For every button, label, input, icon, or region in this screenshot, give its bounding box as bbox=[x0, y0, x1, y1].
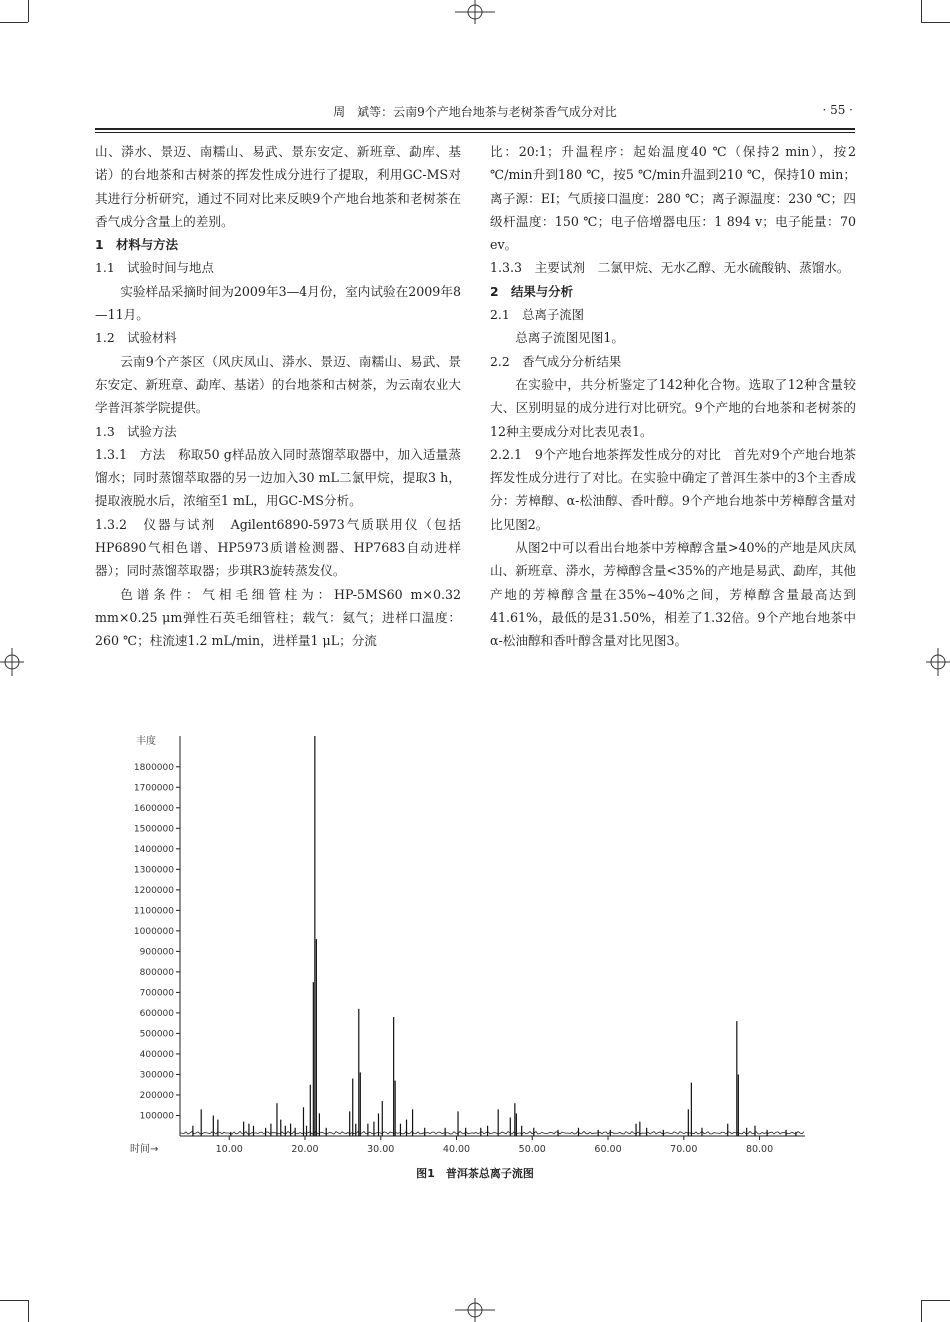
y-tick-label: 1300000 bbox=[133, 865, 174, 876]
x-tick-label: 20.00 bbox=[291, 1144, 319, 1155]
y-tick-label: 500000 bbox=[139, 1029, 174, 1040]
crop-mark-bottom-left-v bbox=[28, 1300, 29, 1322]
paragraph: 1.3.3 主要试剂 二氯甲烷、无水乙醇、无水硫酸钠、蒸馏水。 bbox=[490, 260, 850, 276]
right-text-column bbox=[490, 140, 856, 653]
figure-caption: 图1 普洱茶总离子流图 bbox=[416, 1167, 534, 1180]
paragraph: 2.2.1 9个产地台地茶挥发性成分的对比 首先对9个产地台地茶挥发性成分进行了对比。在实验中确定了普洱生茶中的3个主香成分：芳樟醇、α-松油醇、香叶醇。9个产地台地茶中芳樟醇含量对比见图2。 bbox=[490, 446, 856, 532]
paragraph: 色谱条件：气相毛细管柱为：HP-5MS60 m×0.32 mm×0.25 μm弹性石英毛细管柱；载气：氦气；进样口温度：260 ℃；柱流速1.2 mL/min，进样量1 μL；分流 bbox=[95, 586, 461, 649]
paragraph: 比：20:1；升温程序：起始温度40 ℃（保持2 min），按2 ℃/min升到180 ℃，按5 ℃/min升温到210 ℃，保持10 min；离子源：EI；气质接口温度：280 ℃；离子源温度：230 ℃；四级杆温度：150 ℃；电子倍增器电压：1 894 v；电子能量：70 ev。 bbox=[490, 144, 856, 253]
section-heading: 2.1 总离子流图 bbox=[490, 307, 585, 323]
paragraph: 云南9个产茶区（风庆凤山、漭水、景迈、南糯山、易武、景东安定、新班章、勐库、基诺）的台地茶和古树茶，为云南农业大学普洱茶学院提供。 bbox=[95, 353, 461, 416]
section-heading: 2.2 香气成分分析结果 bbox=[490, 353, 622, 369]
paragraph: 1.3.1 方法 称取50 g样品放入同时蒸馏萃取器中，加入适量蒸馏水；同时蒸馏萃取器的另一边加入30 mL二氯甲烷，提取3 h，提取液脱水后，浓缩至1 mL，用GC-MS分析。 bbox=[95, 446, 461, 509]
header-rule-thick bbox=[95, 128, 855, 130]
y-tick-label: 100000 bbox=[139, 1111, 174, 1122]
y-tick-label: 300000 bbox=[139, 1070, 174, 1081]
y-axis-label: 丰度 bbox=[136, 736, 156, 747]
y-tick-label: 600000 bbox=[139, 1008, 174, 1019]
x-tick-label: 50.00 bbox=[518, 1144, 546, 1155]
crop-mark-top-left-v bbox=[28, 0, 29, 22]
total-ion-chromatogram bbox=[95, 728, 855, 1158]
x-tick-label: 30.00 bbox=[367, 1144, 395, 1155]
figure-1 bbox=[95, 728, 855, 1198]
registration-mark-right bbox=[926, 646, 950, 678]
x-tick-label: 70.00 bbox=[670, 1144, 698, 1155]
paragraph: 1.3.2 仪器与试剂 Agilent6890-5973气质联用仪（包括HP6890气相色谱、HP5973质谱检测器、HP7683自动进样器）；同时蒸馏萃取器；步琪R3旋转蒸发仪。 bbox=[95, 516, 461, 579]
section-heading: 1.3 试验方法 bbox=[95, 423, 177, 439]
paragraph: 实验样品采摘时间为2009年3—4月份，室内试验在2009年8—11月。 bbox=[95, 283, 461, 323]
x-tick-label: 10.00 bbox=[215, 1144, 243, 1155]
crop-mark-top-left-h bbox=[0, 22, 28, 23]
paragraph: 山、漭水、景迈、南糯山、易武、景东安定、新班章、勐库、基诺）的台地茶和古树茶的挥发性成分进行了提取，利用GC-MS对其进行分析研究，通过不同对比来反映9个产地台地茶和老树茶在香气成分含量上的差别。 bbox=[95, 144, 461, 229]
baseline-trace bbox=[180, 1131, 804, 1136]
y-tick-label: 1600000 bbox=[133, 803, 174, 814]
section-heading: 1.1 试验时间与地点 bbox=[95, 260, 214, 276]
paragraph: 总离子流图见图1。 bbox=[515, 330, 624, 346]
registration-mark-bottom bbox=[455, 1298, 495, 1322]
y-tick-label: 1000000 bbox=[133, 926, 174, 937]
y-tick-label: 1400000 bbox=[133, 844, 174, 855]
registration-mark-top bbox=[455, 0, 495, 24]
x-tick-label: 40.00 bbox=[442, 1144, 471, 1155]
y-tick-label: 400000 bbox=[139, 1049, 174, 1060]
crop-mark-bottom-left-h bbox=[0, 1300, 28, 1301]
y-tick-label: 1800000 bbox=[133, 762, 174, 773]
y-tick-label: 1100000 bbox=[133, 906, 174, 917]
paragraph: 从图2中可以看出台地茶中芳樟醇含量>40%的产地是风庆凤山、新班章、漭水，芳樟醇含量<35%的产地是易武、勐库，其他产地的芳樟醇含量在35%~40%之间，芳樟醇含量最高达到41.61%，最低的是31.50%，相差了1.32倍。9个产地台地茶中α-松油醇和香叶醇含量对比见图3。 bbox=[490, 540, 856, 649]
y-tick-label: 800000 bbox=[139, 967, 174, 978]
section-heading: 1 材料与方法 bbox=[95, 237, 178, 253]
running-header bbox=[95, 103, 855, 125]
header-rule-thin bbox=[95, 132, 855, 133]
y-tick-label: 1500000 bbox=[133, 824, 174, 835]
paragraph: 在实验中，共分析鉴定了142种化合物。选取了12种含量较大、区别明显的成分进行对比研究。9个产地的台地茶和老树茶的12种主要成分对比表见表1。 bbox=[490, 376, 856, 439]
crop-mark-top-right-v bbox=[921, 0, 922, 22]
y-tick-label: 900000 bbox=[139, 947, 174, 958]
crop-mark-top-right-h bbox=[921, 22, 950, 23]
x-tick-label: 80.00 bbox=[745, 1144, 774, 1155]
crop-mark-bottom-right-h bbox=[921, 1300, 950, 1301]
section-heading: 1.2 试验材料 bbox=[95, 330, 177, 346]
registration-mark-left bbox=[0, 646, 24, 678]
x-axis-label: 时间→ bbox=[130, 1144, 159, 1155]
crop-mark-bottom-right-v bbox=[921, 1300, 922, 1322]
running-header-title: 周 斌等：云南9个产地台地茶与老树茶香气成分对比 bbox=[333, 105, 617, 119]
x-tick-label: 60.00 bbox=[594, 1144, 622, 1155]
y-tick-label: 1200000 bbox=[133, 885, 174, 896]
y-tick-label: 200000 bbox=[139, 1090, 174, 1101]
page-number: · 55 · bbox=[822, 103, 853, 117]
section-heading: 2 结果与分析 bbox=[490, 283, 573, 299]
y-tick-label: 700000 bbox=[139, 988, 174, 999]
left-text-column bbox=[95, 140, 461, 653]
y-tick-label: 1700000 bbox=[133, 783, 174, 794]
